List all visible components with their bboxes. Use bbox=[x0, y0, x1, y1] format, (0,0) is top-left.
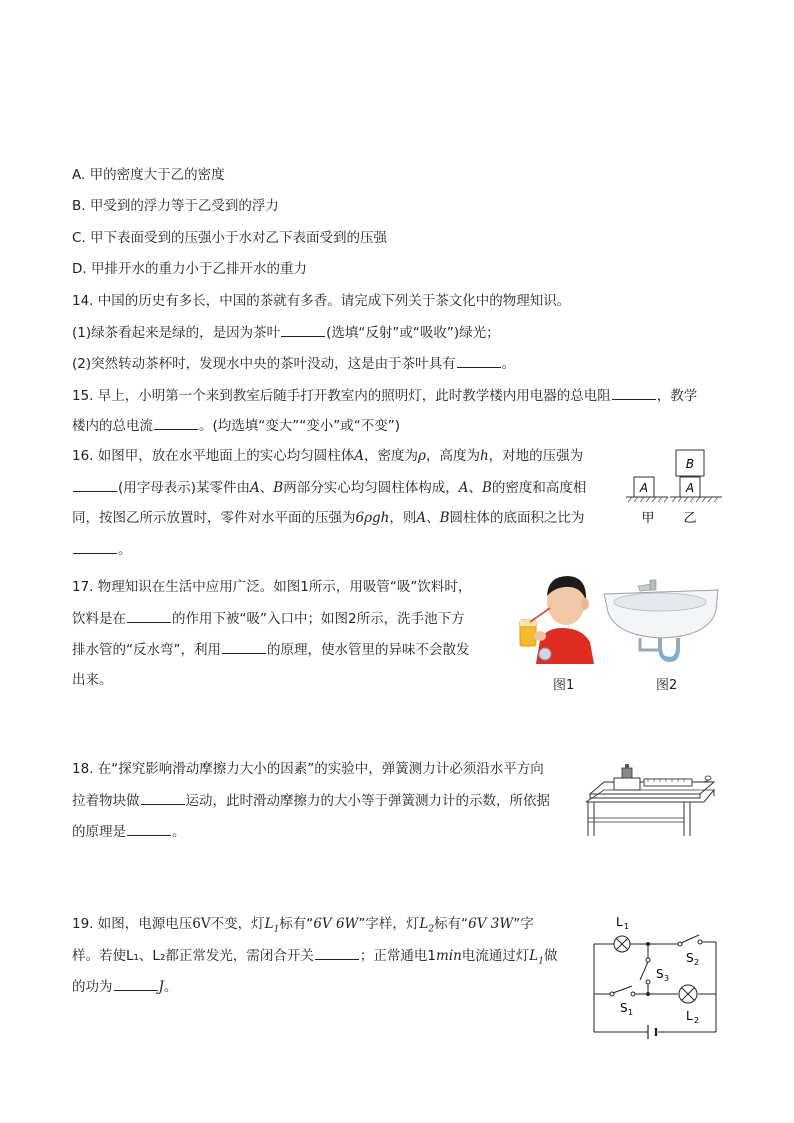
label-l1-sub: 1 bbox=[624, 922, 630, 931]
text: 、 bbox=[259, 480, 274, 496]
q15-line2 bbox=[72, 416, 400, 435]
q13-option-d: D. 甲排开水的重力小于乙排开水的重力 bbox=[72, 261, 307, 277]
text: 的密度和高度相 bbox=[491, 480, 587, 496]
math: A bbox=[354, 448, 365, 464]
math: A bbox=[416, 510, 427, 526]
math: L bbox=[264, 916, 274, 932]
text: ；正常通电1 bbox=[359, 948, 436, 964]
q18-line3 bbox=[72, 822, 186, 841]
math: J bbox=[158, 979, 164, 995]
text: 15. 早上，小明第一个来到教室后随手打开教室内的照明灯，此时教学楼内用电器的总电阻 bbox=[72, 388, 611, 404]
answer-blank bbox=[114, 977, 158, 991]
text: ”字 bbox=[513, 916, 534, 932]
math: 1 bbox=[538, 956, 544, 967]
text: ，对地的压强为 bbox=[488, 448, 584, 464]
text: 排水管的“反水弯”，利用 bbox=[72, 642, 221, 658]
answer-blank bbox=[154, 416, 198, 430]
text: 。 bbox=[501, 356, 516, 372]
label-l1: L bbox=[616, 915, 623, 929]
text: 。 bbox=[163, 979, 178, 995]
text: 不变，灯 bbox=[210, 916, 265, 932]
answer-blank bbox=[73, 478, 117, 492]
block bbox=[614, 778, 640, 790]
answer-blank bbox=[222, 640, 266, 654]
lamp-l1 bbox=[614, 936, 630, 952]
answer-blank bbox=[612, 386, 656, 400]
text: 。(均选填“变大”“变小”或“不变”) bbox=[199, 418, 400, 434]
text: (用字母表示) bbox=[118, 480, 197, 496]
label-b: B bbox=[685, 457, 695, 471]
text: 拉着物块做 bbox=[72, 793, 140, 809]
sink-photo bbox=[600, 576, 724, 664]
text: ，高度为 bbox=[425, 448, 480, 464]
answer-blank bbox=[281, 323, 325, 337]
text: 圆柱体的底面积之比为 bbox=[449, 510, 585, 526]
label-s3-sub: 3 bbox=[664, 974, 670, 983]
text: 19. 如图，电源电压 bbox=[72, 916, 193, 932]
math: 6V 6W bbox=[313, 916, 359, 932]
q18-line2 bbox=[72, 791, 550, 810]
ground-hatch bbox=[672, 497, 718, 502]
text: 。 bbox=[172, 824, 186, 840]
label-l2: L bbox=[686, 1009, 693, 1023]
q17-line2 bbox=[72, 609, 465, 628]
q17-line1: 17. 物理知识在生活中应用广泛。如图1所示，用吸管“吸”饮料时， bbox=[72, 579, 472, 595]
text: ，教学 bbox=[656, 388, 698, 404]
q16-line2 bbox=[72, 478, 586, 497]
text: (2)突然转动茶杯时，发现水中央的茶叶没动，这是由于茶叶具有 bbox=[72, 356, 456, 372]
label-yi: 乙 bbox=[683, 511, 697, 526]
label-s2: S bbox=[686, 951, 694, 965]
math: L bbox=[529, 948, 539, 964]
text: 楼内的总电流 bbox=[72, 418, 153, 434]
text: 某零件由 bbox=[196, 480, 251, 496]
q13-option-c: C. 甲下表面受到的压强小于水对乙下表面受到的压强 bbox=[72, 230, 388, 246]
answer-blank bbox=[73, 540, 117, 554]
text: ，密度为 bbox=[364, 448, 419, 464]
caption-fig1: 图1 bbox=[553, 678, 575, 693]
q16-line3 bbox=[72, 509, 585, 527]
caption-fig2: 图2 bbox=[656, 678, 678, 693]
q14-stem: 14. 中国的历史有多长，中国的茶就有多香。请完成下列关于茶文化中的物理知识。 bbox=[72, 293, 571, 309]
answer-blank bbox=[127, 609, 171, 623]
spring-scale bbox=[644, 779, 692, 786]
answer-blank bbox=[127, 822, 171, 836]
q15-line1 bbox=[72, 386, 697, 405]
label-jia: 甲 bbox=[641, 511, 655, 526]
q18-line1: 18. 在“探究影响滑动摩擦力大小的因素”的实验中，弹簧测力计必须沿水平方向 bbox=[72, 761, 544, 777]
math: B bbox=[273, 480, 284, 496]
math: A bbox=[458, 480, 469, 496]
text: (1)绿茶看起来是绿的，是因为茶叶 bbox=[72, 325, 281, 341]
label-s2-sub: 2 bbox=[694, 958, 700, 967]
text: 同，按图乙所示放置时，零件对水平面的压强为 bbox=[72, 510, 356, 526]
text: ，则 bbox=[389, 510, 417, 526]
text: 的原理，使水管里的异味不会散发 bbox=[267, 642, 470, 658]
math: ρ bbox=[418, 448, 426, 464]
q17-line4: 出来。 bbox=[72, 672, 113, 688]
text: 、 bbox=[426, 510, 440, 526]
text: 的作用下被“吸”入口中；如图2所示，洗手池下方 bbox=[172, 611, 465, 627]
answer-blank bbox=[315, 946, 359, 960]
math: B bbox=[481, 480, 492, 496]
label-s1: S bbox=[620, 1001, 628, 1015]
math: h bbox=[479, 448, 489, 464]
q14-part2 bbox=[72, 354, 515, 373]
text: 16. 如图甲，放在水平地面上的实心均匀圆柱体 bbox=[72, 448, 355, 464]
lamp-l2 bbox=[679, 985, 697, 1003]
answer-blank bbox=[457, 354, 501, 368]
text: 、 bbox=[468, 480, 482, 496]
text: (选填“反射”或“吸收”)绿光； bbox=[326, 325, 500, 341]
q19-line1 bbox=[72, 915, 534, 939]
q19-line2 bbox=[72, 946, 558, 971]
math: B bbox=[439, 510, 450, 526]
weight bbox=[622, 768, 632, 778]
label-s3: S bbox=[656, 967, 664, 981]
q16-line1 bbox=[72, 447, 583, 465]
q16-line4 bbox=[72, 540, 132, 559]
text: 运动，此时滑动摩擦力的大小等于弹簧测力计的示数，所依据 bbox=[185, 793, 550, 809]
switch-s2 bbox=[681, 935, 699, 943]
math: 6ρgh bbox=[355, 510, 390, 526]
text: 电流通过灯 bbox=[461, 948, 530, 964]
label-a: A bbox=[639, 481, 649, 495]
label-s1-sub: 1 bbox=[628, 1008, 634, 1017]
q16-figure bbox=[624, 446, 724, 532]
text: 两部分实心均匀圆柱体构成， bbox=[283, 480, 459, 496]
child-drinking-photo bbox=[514, 570, 598, 664]
label-l2-sub: 2 bbox=[694, 1016, 700, 1025]
q14-part1 bbox=[72, 323, 500, 342]
math: A bbox=[250, 480, 260, 496]
text: 饮料是在 bbox=[72, 611, 126, 627]
math: 6V 3W bbox=[468, 916, 514, 932]
answer-blank bbox=[141, 791, 185, 805]
switch-s1 bbox=[613, 986, 632, 993]
ground-hatch bbox=[628, 497, 668, 502]
text: 标有“ bbox=[434, 916, 469, 932]
q19-line3 bbox=[72, 977, 177, 996]
label-a: A bbox=[685, 481, 695, 495]
math: 6V bbox=[192, 916, 211, 932]
text: 样。若使L₁、L₂都正常发光，需闭合开关 bbox=[72, 948, 314, 964]
text: ”字样，灯 bbox=[358, 916, 420, 932]
math: 1 bbox=[273, 924, 280, 935]
circuit-diagram bbox=[588, 910, 724, 1044]
text: 的功为 bbox=[72, 979, 113, 995]
math: L bbox=[419, 916, 429, 932]
text: 做 bbox=[544, 948, 558, 964]
math: 2 bbox=[428, 924, 435, 935]
text: 。 bbox=[118, 542, 132, 558]
q17-line3 bbox=[72, 640, 470, 659]
math: min bbox=[435, 948, 462, 964]
q13-option-a: A. 甲的密度大于乙的密度 bbox=[72, 167, 225, 183]
friction-experiment-figure bbox=[584, 760, 718, 838]
switch-s3 bbox=[640, 962, 648, 980]
q13-option-b: B. 甲受到的浮力等于乙受到的浮力 bbox=[72, 198, 279, 214]
text: 的原理是 bbox=[72, 824, 126, 840]
text: 标有“ bbox=[279, 916, 314, 932]
